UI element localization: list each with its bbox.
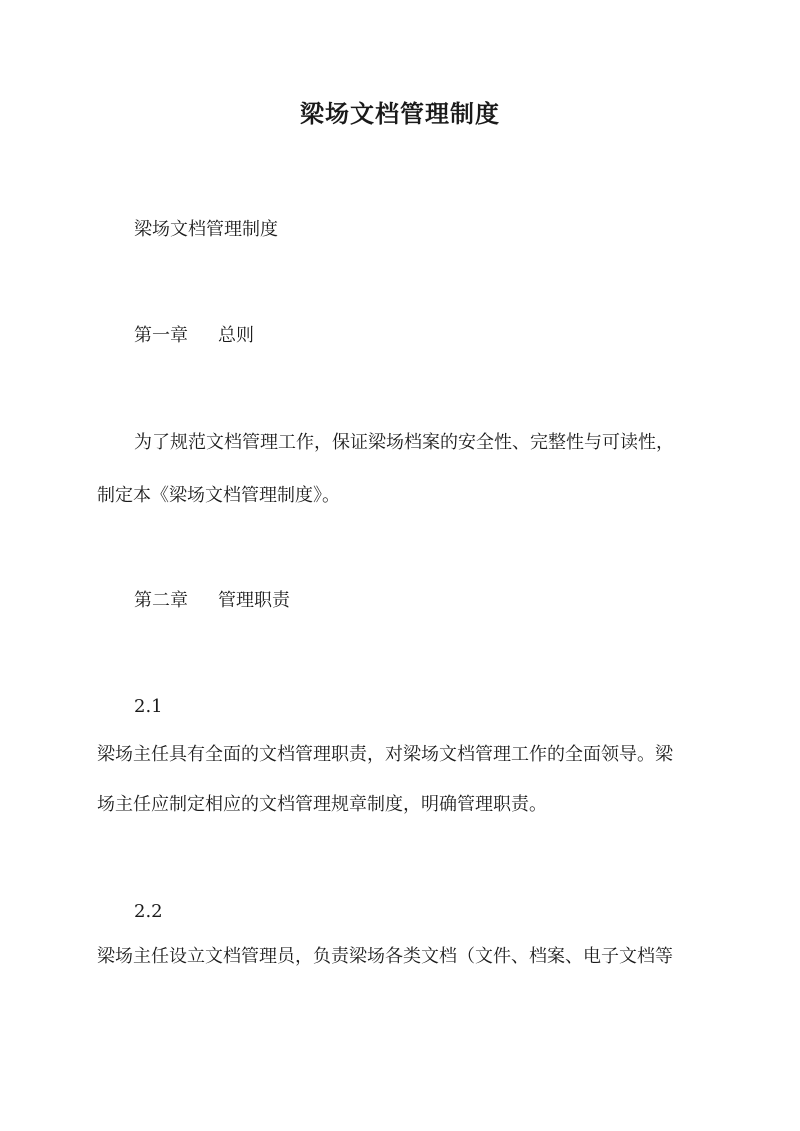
clause-2-1-line-1: 梁场主任具有全面的文档管理职责，对梁场文档管理工作的全面领导。梁 bbox=[97, 744, 673, 765]
chapter-1-paragraph-line-1: 为了规范文档管理工作，保证梁场档案的安全性、完整性与可读性， bbox=[134, 432, 674, 453]
clause-2-2-line-1: 梁场主任设立文档管理员，负责梁场各类文档（文件、档案、电子文档等 bbox=[97, 946, 673, 967]
clause-2-1-number: 2.1 bbox=[134, 696, 163, 717]
chapter-2-name: 管理职责 bbox=[218, 590, 290, 611]
chapter-1-name: 总则 bbox=[218, 325, 254, 346]
chapter-1-number: 第一章 bbox=[134, 325, 188, 346]
chapter-2-heading bbox=[134, 589, 290, 613]
chapter-1-heading bbox=[134, 324, 254, 348]
clause-2-2-number: 2.2 bbox=[134, 901, 163, 922]
clause-2-1-line-2: 场主任应制定相应的文档管理规章制度，明确管理职责。 bbox=[97, 794, 547, 815]
chapter-1-paragraph-line-2: 制定本《梁场文档管理制度》。 bbox=[97, 485, 340, 506]
chapter-2-number: 第二章 bbox=[134, 590, 188, 611]
document-subtitle: 梁场文档管理制度 bbox=[134, 219, 278, 240]
document-title: 梁场文档管理制度 bbox=[300, 99, 500, 128]
